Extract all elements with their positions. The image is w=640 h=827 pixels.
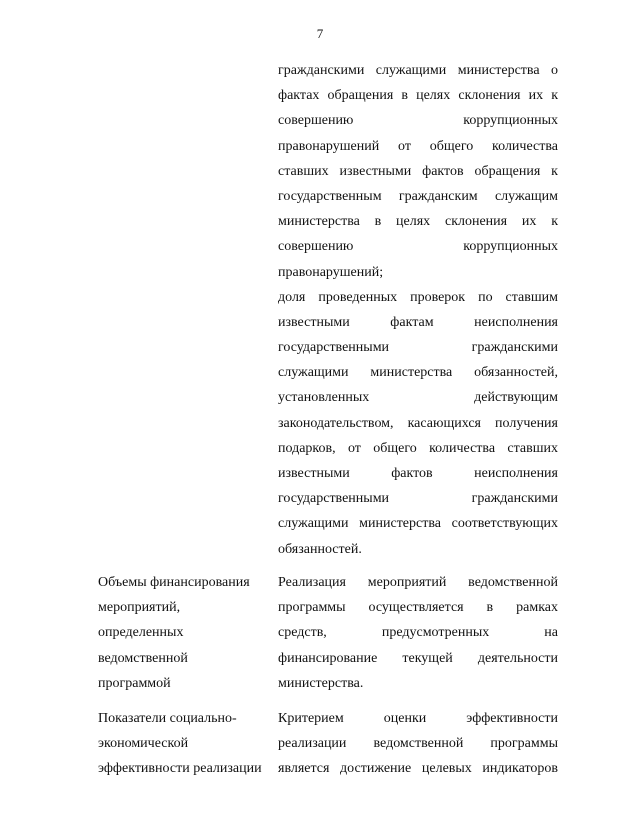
text-line: правонарушений от общего количества <box>278 138 558 154</box>
text-line: программы осуществляется в рамках <box>278 600 558 616</box>
financing-label <box>98 570 268 696</box>
text-line: государственными гражданскими <box>278 491 558 507</box>
text-line: известными фактов неисполнения <box>278 466 558 481</box>
text-line: законодательством, касающихся получения <box>278 415 558 431</box>
text-line: является достижение целевых индикаторов <box>278 761 558 777</box>
text-line: гражданскими служащими министерства о <box>278 63 558 78</box>
text-line: совершению коррупционных <box>278 113 558 129</box>
text-line: установленных действующим <box>278 390 558 406</box>
continued-indicator-text <box>278 58 558 562</box>
efficiency-text <box>278 706 558 782</box>
text-line: известными фактам неисполнения <box>278 314 558 330</box>
text-line: правонарушений; <box>278 264 384 280</box>
text-line: служащими министерства обязанностей, <box>278 365 558 381</box>
text-line: ведомственной <box>98 650 188 666</box>
text-line: фактах обращения в целях склонения их к <box>278 88 558 104</box>
efficiency-label <box>98 706 278 782</box>
page-number: 7 <box>316 26 324 41</box>
text-line: совершению коррупционных <box>278 239 558 255</box>
text-line: Объемы финансирования <box>98 575 250 590</box>
text-line: программой <box>98 675 171 691</box>
text-line: Показатели социально- <box>98 711 237 726</box>
text-line: мероприятий, <box>98 600 181 616</box>
text-line: экономической <box>98 736 189 752</box>
text-line: эффективности реализации <box>98 761 262 777</box>
text-line: ставших известными фактов обращения к <box>278 163 558 179</box>
text-line: средств, предусмотренных на <box>278 625 558 641</box>
text-line: государственными гражданскими <box>278 340 558 356</box>
text-line: обязанностей. <box>278 541 362 557</box>
text-line: подарков, от общего количества ставших <box>278 440 558 456</box>
text-line: министерства в целях склонения их к <box>278 214 558 230</box>
text-line: Критерием оценки эффективности <box>278 711 558 726</box>
text-line: служащими министерства соответствующих <box>278 516 558 532</box>
text-line: реализации ведомственной программы <box>278 736 558 752</box>
text-line: определенных <box>98 625 184 641</box>
text-line: министерства. <box>278 675 364 691</box>
text-line: доля проведенных проверок по ставшим <box>278 289 558 305</box>
text-line: Реализация мероприятий ведомственной <box>278 575 558 590</box>
text-line: государственным гражданским служащим <box>278 188 558 204</box>
text-line: финансирование текущей деятельности <box>278 650 558 666</box>
financing-text <box>278 570 558 696</box>
